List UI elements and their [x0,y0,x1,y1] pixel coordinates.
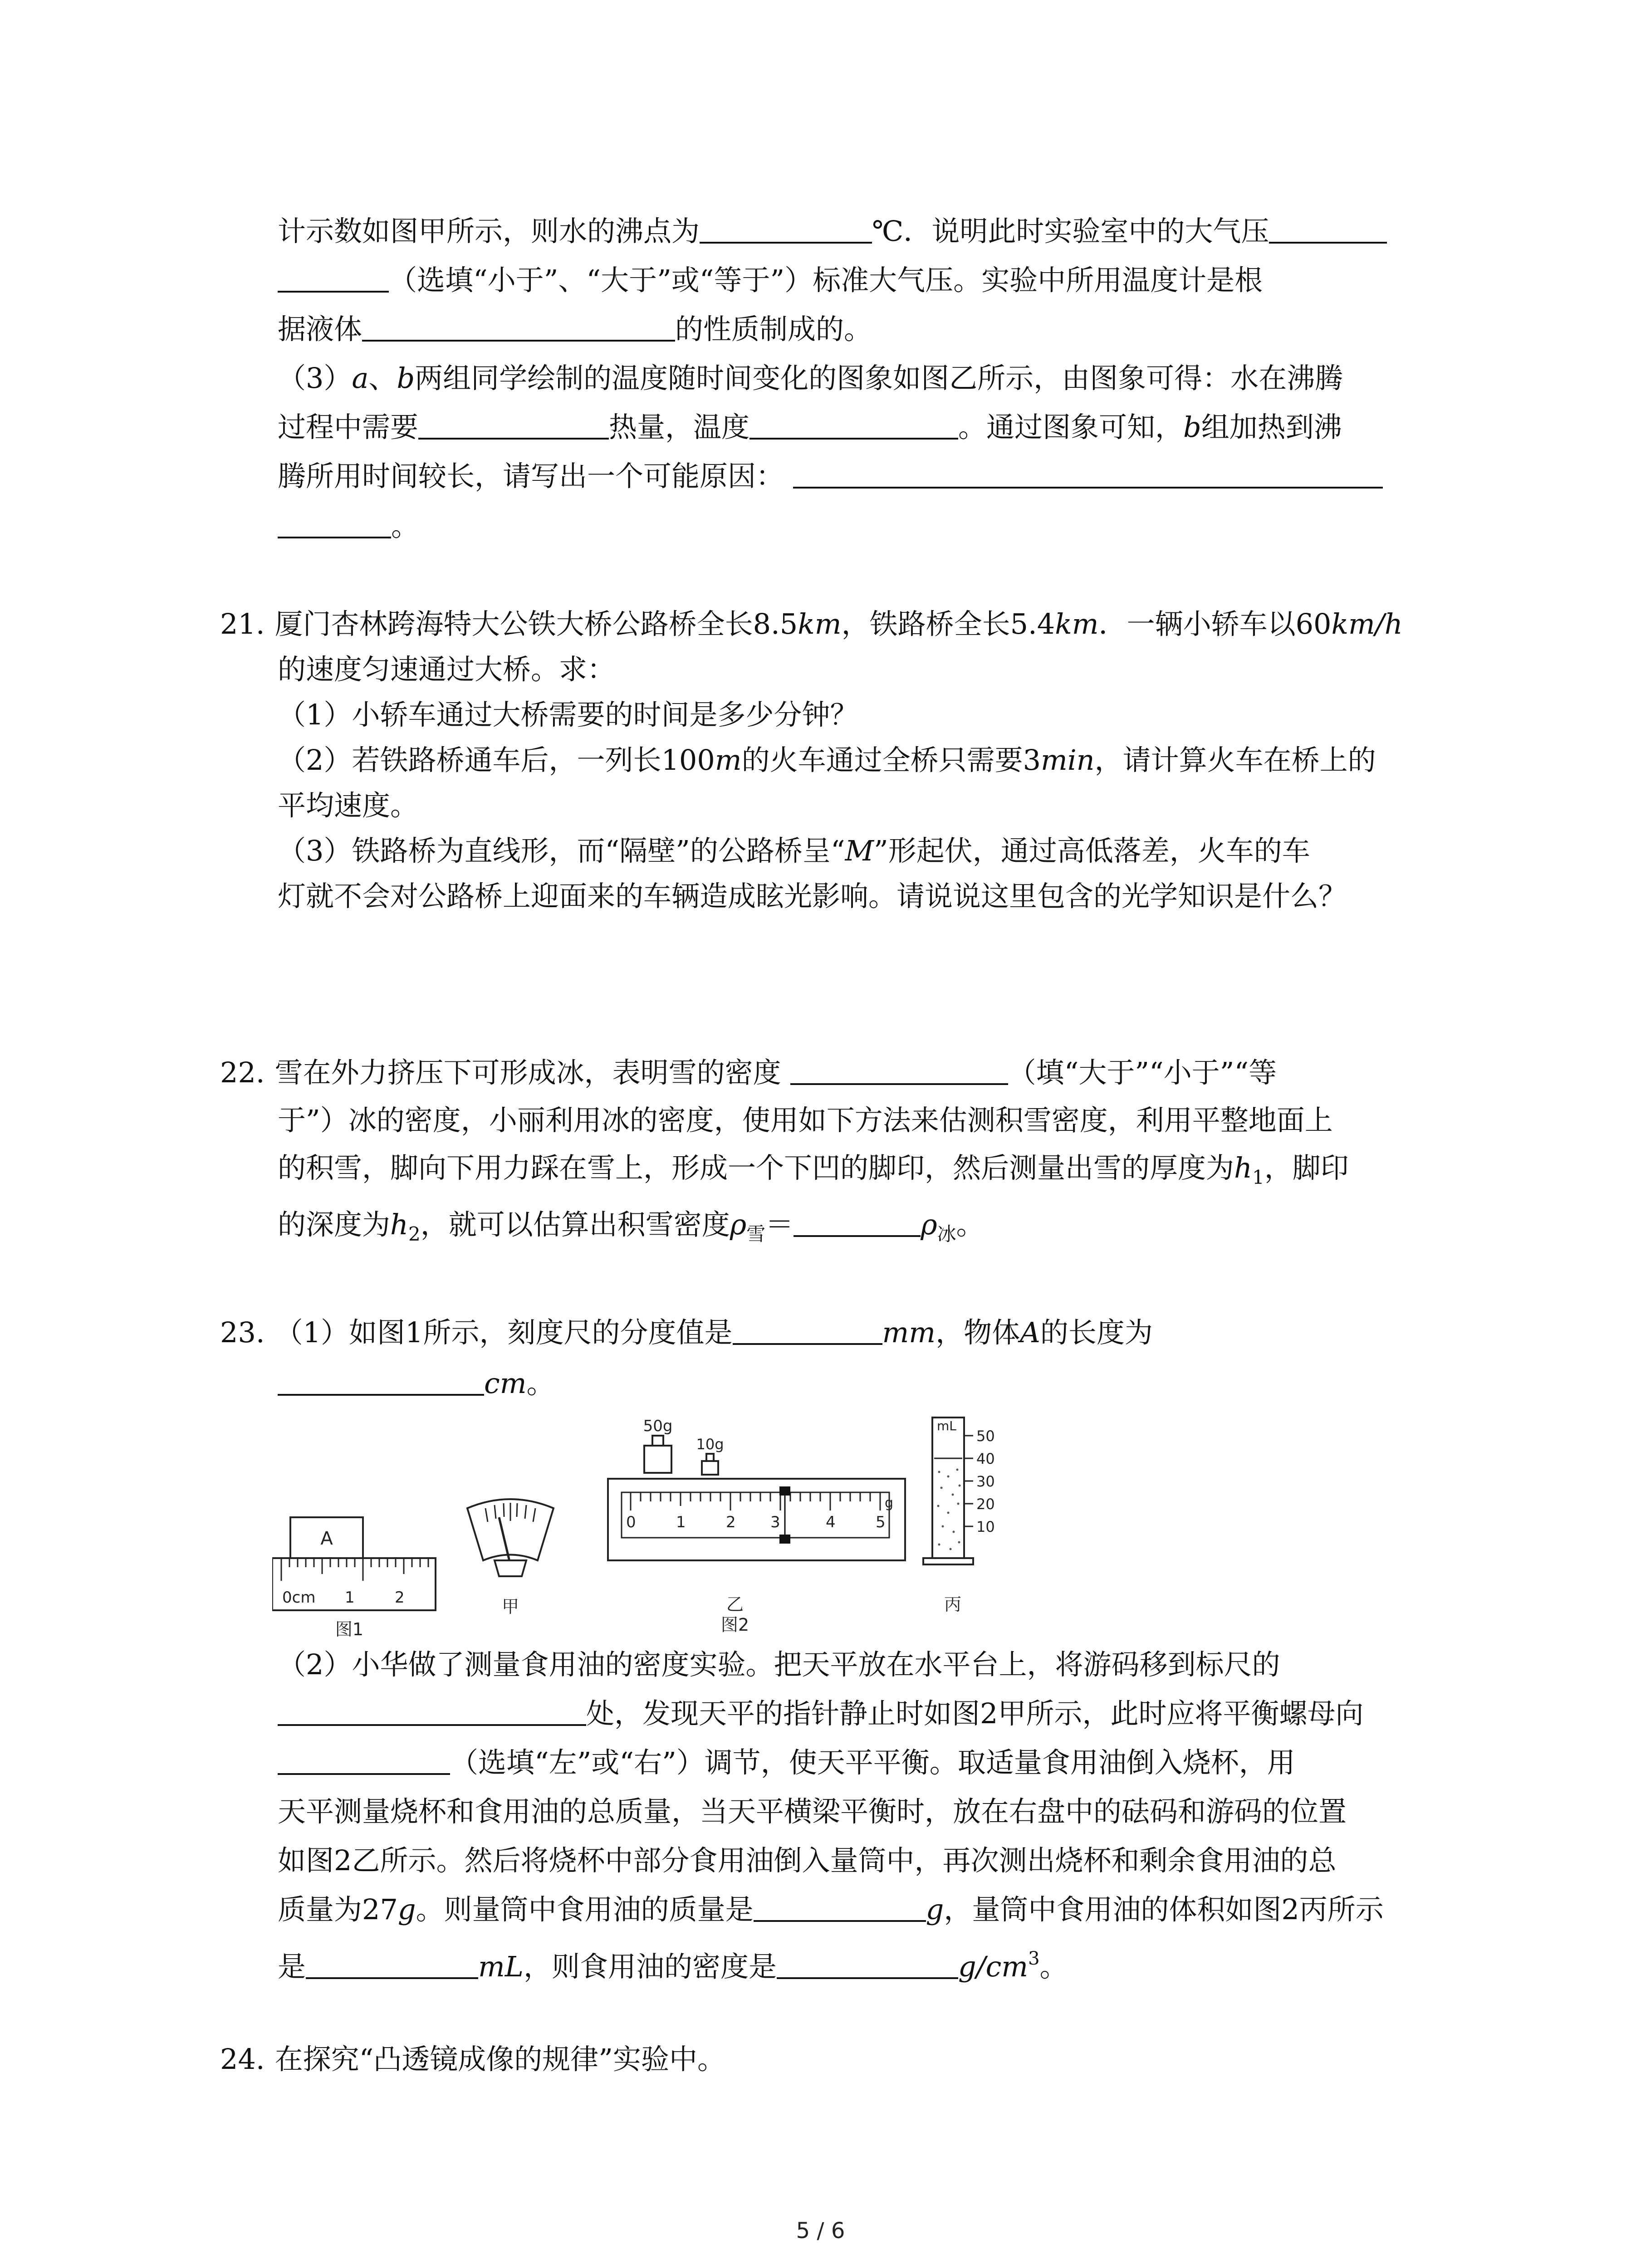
q21-line-2: 的速度匀速通过大桥。求： [278,653,616,686]
figure-1-ruler [272,1517,436,1639]
answer-blank[interactable] [733,1315,882,1345]
cylinder-tick-label: 30 [976,1473,995,1490]
cylinder-tick-label: 10 [976,1518,995,1535]
scale-tick-label: 5 [876,1513,886,1531]
answer-blank[interactable] [278,1745,450,1775]
cylinder-unit-label: mL [937,1418,956,1433]
q23-line-8: 质量为27g。则量筒中食用油的质量是 g，量筒中食用油的体积如图2丙所示 [278,1893,1384,1926]
q21-line-1: 21. 厦门杏林跨海特大公铁大桥公路桥全长8.5km，铁路桥全长5.4km．一辆小轿车以60km/h [220,607,1403,640]
weight-10g-label: 10g [696,1436,724,1453]
scale-unit-label: g [885,1495,894,1511]
q23-line-5: （选填“左”或“右”）调节，使天平平衡。取适量食用油倒入烧杯，用 [278,1745,1295,1781]
scale-tick-label: 2 [726,1513,736,1531]
q22-line-3: 的积雪，脚向下用力踩在雪上，形成一个下凹的脚印，然后测量出雪的厚度为$h_1$，脚印 [278,1151,1349,1188]
q24-line-1: 24. 在探究“凸透镜成像的规律”实验中。 [220,2043,726,2076]
answer-blank[interactable] [790,1055,1008,1085]
answer-blank[interactable] [418,410,609,440]
figure-1-caption: 图1 [335,1619,364,1639]
answer-blank[interactable] [278,1366,484,1396]
weight-10g [702,1461,718,1475]
answer-blank[interactable] [777,1949,958,1979]
rider-marker [779,1486,790,1496]
q20-line-3: 据液体 的性质制成的。 [278,313,872,346]
answer-blank[interactable] [749,410,958,440]
q23-line-6: 天平测量烧杯和食用油的总质量，当天平横梁平衡时，放在右盘中的砝码和游码的位置 [278,1795,1347,1828]
q20-line-7: 。 [278,508,419,544]
q22-line-2: 于”）冰的密度，小丽利用冰的密度，使用如下方法来估测积雪密度，利用平整地面上 [278,1104,1333,1137]
ruler-tick-label: 2 [395,1589,405,1607]
ruler-tick-label: 0cm [282,1589,316,1607]
q23-line-9: 是 mL，则食用油的密度是 $g/cm^3$。 [278,1948,1068,1983]
q23-line-1: 23. （1）如图1所示，刻度尺的分度值是 mm，物体A的长度为 [220,1316,1153,1349]
page-number: 5 / 6 [796,2218,845,2244]
q20-line-1: 计示数如图甲所示，则水的沸点为 ℃．说明此时实验室中的大气压 [278,213,1387,249]
cylinder-tick-label: 40 [976,1450,995,1467]
figure-2-bing-label: 丙 [944,1594,962,1614]
q23-line-3: （2）小华做了测量食用油的密度实验。把天平放在水平台上，将游码移到标尺的 [278,1648,1280,1681]
q20-line-6: 腾所用时间较长，请写出一个可能原因： [278,458,1383,494]
cylinder-tick-label: 20 [976,1496,995,1513]
q20-line-5: 过程中需要 热量，温度 。通过图象可知，b组加热到沸 [278,411,1342,444]
answer-blank[interactable] [278,508,391,538]
scale-tick-label: 3 [770,1513,780,1531]
figure-measurement-instruments [272,1408,1025,1644]
answer-blank[interactable] [793,459,1383,489]
scale-tick-label: 4 [826,1513,836,1531]
rider-marker [779,1535,790,1544]
figure-2-caption: 图2 [720,1615,749,1635]
weight-50g-label: 50g [643,1417,673,1435]
q21-line-5: 平均速度。 [278,789,419,822]
answer-blank[interactable] [278,1696,586,1726]
cylinder-tick-label: 50 [976,1427,995,1445]
q21-line-6: （3）铁路桥为直线形，而“隔壁”的公路桥呈“M”形起伏，通过高低落差，火车的车 [278,834,1310,867]
figure-2-yi-label: 乙 [726,1594,744,1614]
figure-2-jia-pointer [467,1499,554,1617]
q21-line-3: （1）小轿车通过大桥需要的时间是多少分钟？ [278,698,858,731]
figure-2-yi-scale [608,1417,905,1635]
q23-line-7: 如图2乙所示。然后将烧杯中部分食用油倒入量筒中，再次测出烧杯和剩余食用油的总 [278,1844,1337,1877]
figure-2-jia-label: 甲 [501,1597,519,1617]
answer-blank[interactable] [754,1892,926,1922]
scale-tick-label: 0 [626,1513,636,1531]
q22-line-1: 22. 雪在外力挤压下可形成冰，表明雪的密度 （填“大于”“小于”“等 [220,1056,1277,1089]
answer-blank[interactable] [362,312,675,342]
answer-blank[interactable] [1269,214,1387,244]
answer-blank[interactable] [306,1949,478,1979]
q21-line-4: （2）若铁路桥通车后，一列长100m的火车通过全桥只需要3min，请计算火车在桥上的 [278,743,1376,777]
q23-line-4: 处，发现天平的指针静止时如图2甲所示，此时应将平衡螺母向 [278,1696,1363,1732]
q20-line-4: （3）a、b两组同学绘制的温度随时间变化的图象如图乙所示，由图象可得：水在沸腾 [278,362,1343,395]
figure-2-bing-cylinder [923,1418,995,1614]
block-a-label: A [320,1528,333,1549]
answer-blank[interactable] [700,214,872,244]
scale-tick-label: 1 [676,1513,686,1531]
q21-line-7: 灯就不会对公路桥上迎面来的车辆造成眩光影响。请说说这里包含的光学知识是什么？ [278,880,1347,913]
q23-line-2: cm。 [278,1365,555,1402]
ruler-tick-label: 1 [345,1589,355,1607]
answer-blank[interactable] [278,263,389,293]
q22-line-4: 的深度为$h_2$，就可以估算出积雪密度$\rho_雪= \rho_冰$。 [278,1208,985,1245]
weight-50g [644,1446,671,1473]
q20-line-2: （选填“小于”、“大于”或“等于”）标准大气压。实验中所用温度计是根 [278,262,1263,298]
answer-blank[interactable] [794,1207,921,1237]
